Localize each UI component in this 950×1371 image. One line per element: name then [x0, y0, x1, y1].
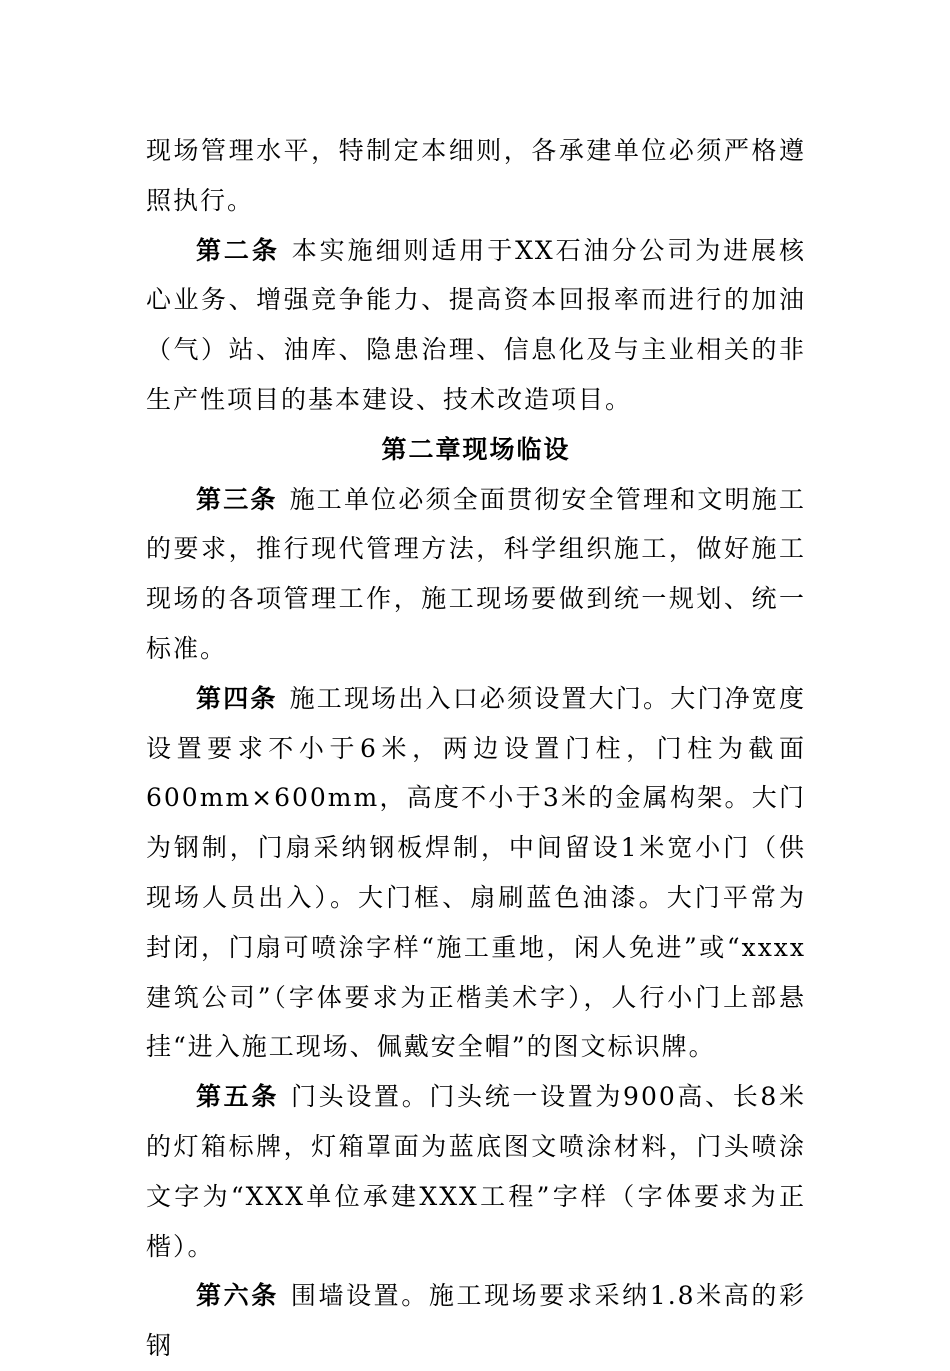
article-3-text: 施工单位必须全面贯彻安全管理和文明施工的要求，推行现代管理方法，科学组织施工，做好施工现场的各项管理工作，施工现场要做到统一规划、统一标准。: [146, 484, 806, 663]
article-2-text: 本实施细则适用于XX石油分公司为进展核心业务、增强竞争能力、提高资本回报率而进行的加油（气）站、油库、隐患治理、信息化及与主业相关的非生产性项目的基本建设、技术改造项目。: [146, 235, 806, 414]
intro-continuation-paragraph: [146, 126, 806, 226]
article-3-paragraph: [146, 475, 806, 674]
intro-continuation-text: 现场管理水平，特制定本细则，各承建单位必须严格遵照执行。: [146, 136, 806, 215]
article-5-paragraph: [146, 1072, 806, 1271]
article-6-text: 围墙设置。施工现场要求采纳1.8米高的彩钢: [146, 1281, 806, 1361]
article-5-label: 第五条: [196, 1082, 280, 1112]
article-4-paragraph: [146, 674, 806, 1072]
chapter-2-title: 第二章现场临设: [381, 434, 571, 464]
article-6-label: 第六条: [196, 1281, 279, 1311]
article-6-paragraph: [146, 1271, 806, 1371]
article-4-text: 施工现场出入口必须设置大门。大门净宽度设置要求不小于6米，两边设置门柱，门柱为截面600mm×600mm，高度不小于3米的金属构架。大门为钢制，门扇采纳钢板焊制，中间留设1米宽小门（供现场人员出入）。大门框、扇刷蓝色油漆。大门平常为封闭，门扇可喷涂字样“施工重地，闲人免进”或“xxxx建筑公司”（字体要求为正楷美术字），人行小门上部悬挂“进入施工现场、佩戴安全帽”的图文标识牌。: [146, 683, 806, 1062]
article-5-text: 门头设置。门头统一设置为900高、长8米的灯箱标牌，灯箱罩面为蓝底图文喷涂材料，门头喷涂文字为“XXX单位承建XXX工程”字样（字体要求为正楷）。: [146, 1082, 806, 1261]
article-2-label: 第二条: [196, 235, 280, 265]
article-4-label: 第四条: [196, 683, 278, 713]
article-3-label: 第三条: [196, 484, 278, 514]
document-page: [146, 126, 806, 1371]
article-2-paragraph: [146, 226, 806, 425]
